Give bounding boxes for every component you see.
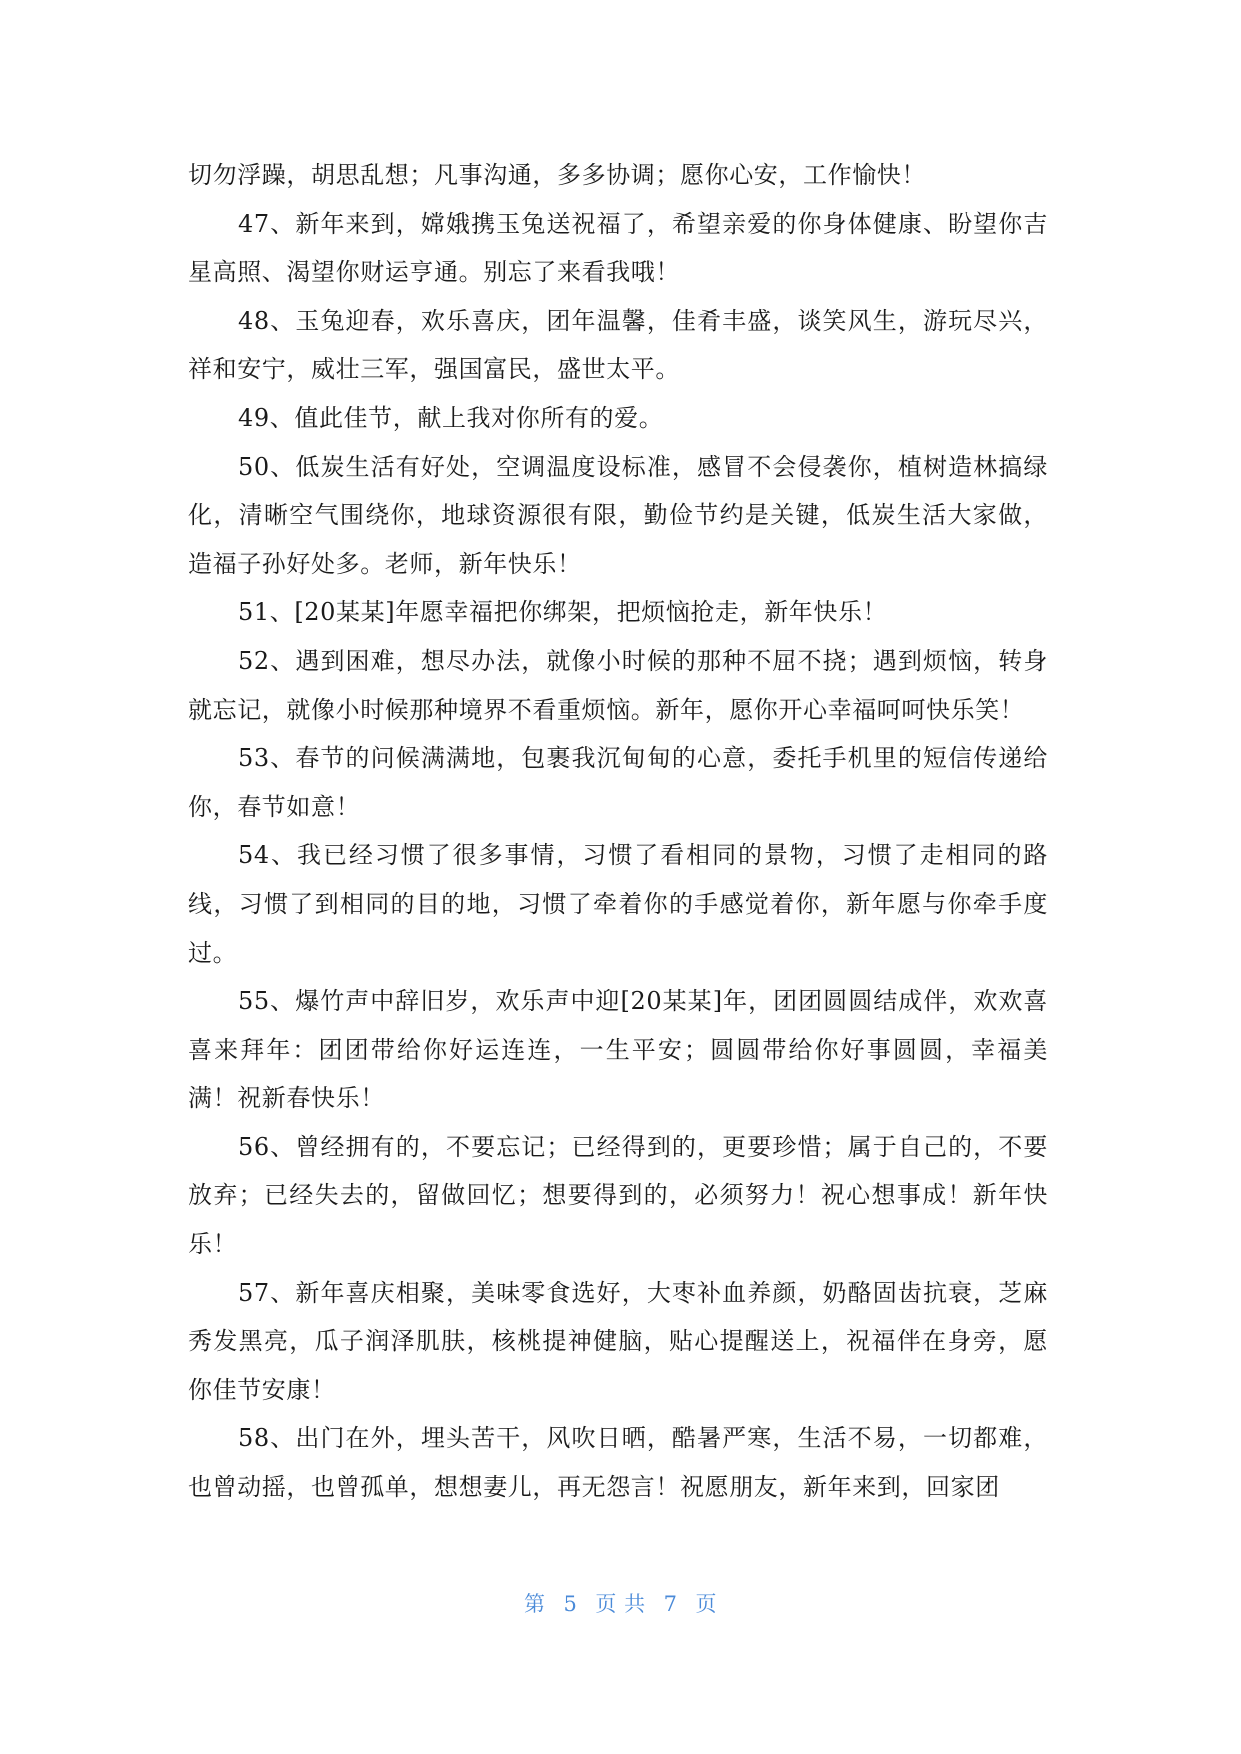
page-content: [188, 151, 1048, 1512]
footer-middle: 页 共: [595, 1592, 646, 1616]
paragraph: 49、值此佳节，献上我对你所有的爱。: [238, 403, 664, 432]
footer-suffix: 页: [695, 1592, 717, 1616]
footer-prefix: 第: [524, 1592, 546, 1616]
paragraph: 切勿浮躁，胡思乱想；凡事沟通，多多协调；愿你心安，工作愉快！: [188, 161, 926, 189]
paragraph: 57、新年喜庆相聚，美味零食选好，大枣补血养颜，奶酪固齿抗衰，芝麻秀发黑亮，瓜子润泽肌肤，核桃提神健脑，贴心提醒送上，祝福伴在身旁，愿你佳节安康！: [188, 1278, 1048, 1404]
paragraph: 58、出门在外，埋头苦干，风吹日晒，酷暑严寒，生活不易，一切都难，也曾动摇，也曾孤单，想想妻儿，再无怨言！祝愿朋友，新年来到，回家团: [188, 1424, 1048, 1502]
page-footer: [0, 1588, 1241, 1618]
paragraph: 53、春节的问候满满地，包裹我沉甸甸的心意，委托手机里的短信传递给你，春节如意！: [188, 744, 1048, 821]
paragraph: 50、低炭生活有好处，空调温度设标准，感冒不会侵袭你，植树造林搞绿化，清晰空气围绕你，地球资源很有限，勤俭节约是关键，低炭生活大家做，造福子孙好处多。老师，新年快乐！: [188, 452, 1048, 578]
total-page-number: 7: [663, 1592, 678, 1616]
paragraph: 51、[20某某]年愿幸福把你绑架，把烦恼抢走，新年快乐！: [238, 598, 888, 627]
paragraph: 47、新年来到，嫦娥携玉兔送祝福了，希望亲爱的你身体健康、盼望你吉星高照、渴望你财运亨通。别忘了来看我哦！: [188, 209, 1048, 287]
current-page-number: 5: [563, 1592, 578, 1616]
paragraph: 48、玉兔迎春，欢乐喜庆，团年温馨，佳肴丰盛，谈笑风生，游玩尽兴，祥和安宁，威壮三军，强国富民，盛世太平。: [188, 306, 1048, 384]
paragraph: 54、我已经习惯了很多事情，习惯了看相同的景物，习惯了走相同的路线，习惯了到相同的目的地，习惯了牵着你的手感觉着你，新年愿与你牵手度过。: [188, 841, 1048, 967]
paragraph: 55、爆竹声中辞旧岁，欢乐声中迎[20某某]年，团团圆圆结成伴，欢欢喜喜来拜年：团团带给你好运连连，一生平安；圆圆带给你好事圆圆，幸福美满！祝新春快乐！: [188, 987, 1048, 1113]
paragraph: 52、遇到困难，想尽办法，就像小时候的那种不屈不挠；遇到烦恼，转身就忘记，就像小时候那种境界不看重烦恼。新年，愿你开心幸福呵呵快乐笑！: [188, 646, 1048, 724]
paragraph: 56、曾经拥有的，不要忘记；已经得到的，更要珍惜；属于自己的，不要放弃；已经失去的，留做回忆；想要得到的，必须努力！祝心想事成！新年快乐！: [188, 1132, 1048, 1259]
